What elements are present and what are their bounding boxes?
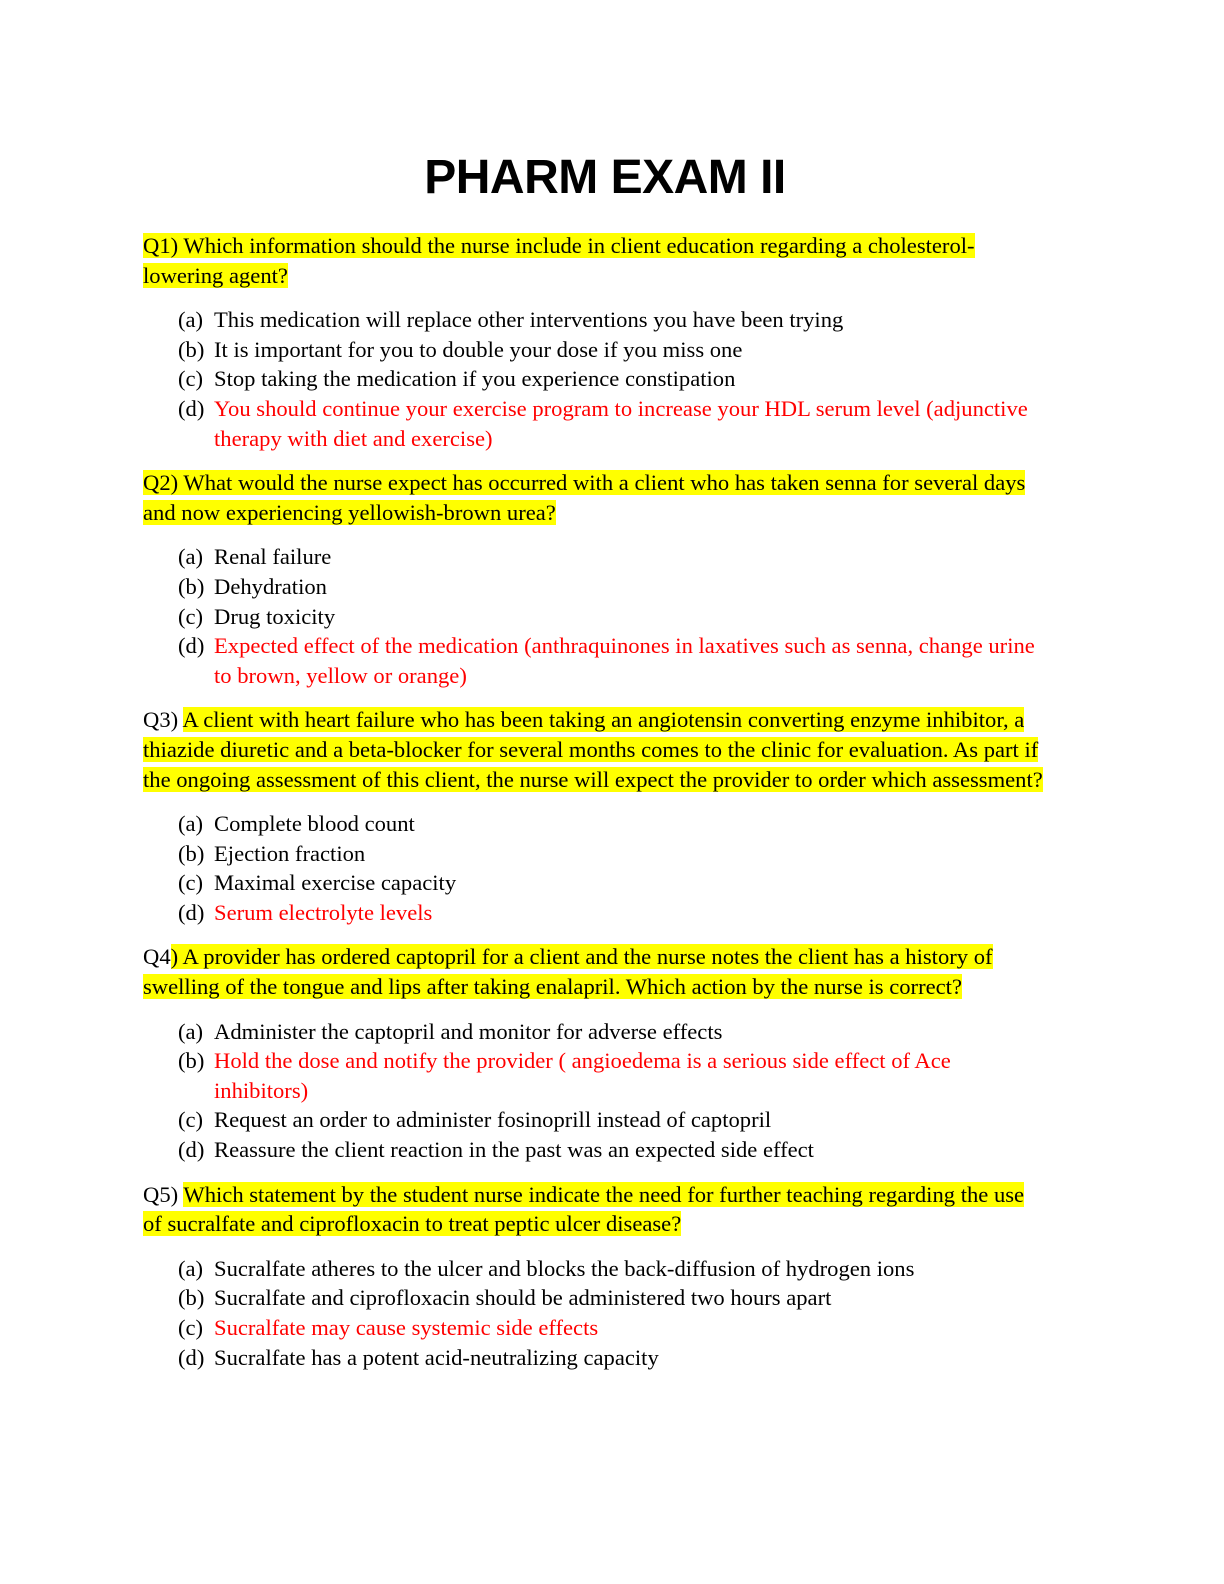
option-item: [143, 1343, 1043, 1373]
option-item-correct: [143, 898, 1043, 928]
document-title: PHARM EXAM II: [424, 151, 786, 204]
option-item-correct: [143, 1046, 1043, 1105]
option-text: Administer the captopril and monitor for adverse effects: [214, 1018, 723, 1044]
option-letter: (d): [178, 899, 205, 925]
option-item-correct: [143, 1313, 1043, 1343]
option-item-correct: [143, 631, 1043, 690]
option-text: Sucralfate atheres to the ulcer and blocks the back-diffusion of hydrogen ions: [214, 1255, 915, 1281]
option-item: [143, 1017, 1043, 1047]
options-list: [143, 1254, 1043, 1372]
option-text: Dehydration: [214, 573, 327, 599]
question-5: [143, 1180, 1043, 1239]
option-item: [143, 809, 1043, 839]
correct-answer-text: Expected effect of the medication (anthraquinones in laxatives such as senna, change urine to brown, yellow or orange): [214, 633, 1035, 688]
question-text: Which information should the nurse include in client education regarding a cholesterol-lowering agent?: [143, 233, 975, 288]
option-letter: (c): [178, 870, 204, 896]
question-text: Which statement by the student nurse indicate the need for further teaching regarding the use of sucralfate and ciprofloxacin to treat peptic ulcer disease?: [143, 1181, 1025, 1237]
correct-answer-text: Serum electrolyte levels: [214, 899, 433, 925]
question-text: A client with heart failure who has been taking an angiotensin converting enzyme inhibitor, a thiazide diuretic and a beta-blocker for several months comes to the clinic for evaluation. As part if the ongoing assessment of this client, the nurse will expect the provider to order which assessment?: [143, 707, 1043, 792]
option-letter: (c): [178, 366, 204, 392]
option-letter: (a): [178, 1255, 204, 1281]
question-3: [143, 705, 1043, 794]
option-text: Stop taking the medication if you experience constipation: [214, 366, 736, 392]
option-letter: (c): [178, 1315, 204, 1340]
option-letter: (c): [178, 1107, 204, 1133]
option-item: [143, 602, 1043, 632]
question-number: Q3): [143, 707, 183, 733]
option-item: [143, 364, 1043, 394]
option-letter: (d): [178, 1137, 205, 1163]
option-item: [143, 1135, 1043, 1165]
option-letter: (b): [178, 336, 205, 362]
option-text: Complete blood count: [214, 811, 415, 837]
option-letter: (b): [178, 840, 205, 866]
question-number-highlighted: Q2): [143, 470, 179, 496]
option-item: [143, 1283, 1043, 1313]
options-list: [143, 542, 1043, 690]
question-4: [143, 942, 1043, 1001]
option-letter: (a): [178, 544, 204, 570]
option-letter: (c): [178, 603, 204, 629]
option-item: [143, 572, 1043, 602]
option-letter: (d): [178, 395, 205, 421]
option-letter: (a): [178, 307, 204, 333]
option-letter: (d): [178, 1344, 205, 1370]
option-letter: (a): [178, 1018, 204, 1044]
option-text: It is important for you to double your dose if you miss one: [214, 336, 743, 362]
option-text: This medication will replace other interventions you have been trying: [214, 307, 844, 333]
options-list: [143, 809, 1043, 927]
option-item: [143, 1254, 1043, 1284]
option-text: Request an order to administer fosinoprill instead of captopril: [214, 1107, 772, 1133]
option-item: [143, 868, 1043, 898]
correct-answer-text: You should continue your exercise program to increase your HDL serum level (adjunctive therapy with diet and exercise): [214, 395, 1028, 451]
option-text: Renal failure: [214, 544, 332, 570]
option-item: [143, 305, 1043, 335]
option-item-correct: [143, 394, 1043, 453]
option-letter: (d): [178, 633, 205, 659]
option-text: Sucralfate and ciprofloxacin should be administered two hours apart: [214, 1285, 832, 1311]
options-list: [143, 1017, 1043, 1165]
options-list: [143, 305, 1043, 453]
question-text: ) A provider has ordered captopril for a client and the nurse notes the client has a history of swelling of the tongue and lips after taking enalapril. Which action by the nurse is correct?: [143, 944, 993, 1000]
question-2: [143, 468, 1043, 527]
option-text: Sucralfate has a potent acid-neutralizing capacity: [214, 1344, 659, 1370]
option-item: [143, 839, 1043, 869]
option-text: Drug toxicity: [214, 603, 336, 629]
option-letter: (b): [178, 573, 205, 599]
option-text: Maximal exercise capacity: [214, 870, 457, 896]
option-letter: (b): [178, 1285, 205, 1311]
option-item: [143, 335, 1043, 365]
question-1: [143, 231, 1043, 290]
option-text: Reassure the client reaction in the past was an expected side effect: [214, 1137, 814, 1163]
correct-answer-text: Hold the dose and notify the provider ( angioedema is a serious side effect of Ace inhibitors): [214, 1048, 951, 1103]
option-letter: (b): [178, 1048, 205, 1074]
question-text: What would the nurse expect has occurred with a client who has taken senna for several days and now experiencing yellowish-brown urea?: [143, 470, 1026, 525]
option-text: Ejection fraction: [214, 840, 366, 866]
question-number-highlighted: Q1): [143, 233, 179, 258]
correct-answer-text: Sucralfate may cause systemic side effects: [214, 1315, 599, 1340]
question-list: [143, 231, 1043, 1387]
option-letter: (a): [178, 811, 204, 837]
question-number: Q5): [143, 1181, 184, 1207]
option-item: [143, 542, 1043, 572]
option-item: [143, 1105, 1043, 1135]
question-number: Q4: [143, 944, 171, 970]
